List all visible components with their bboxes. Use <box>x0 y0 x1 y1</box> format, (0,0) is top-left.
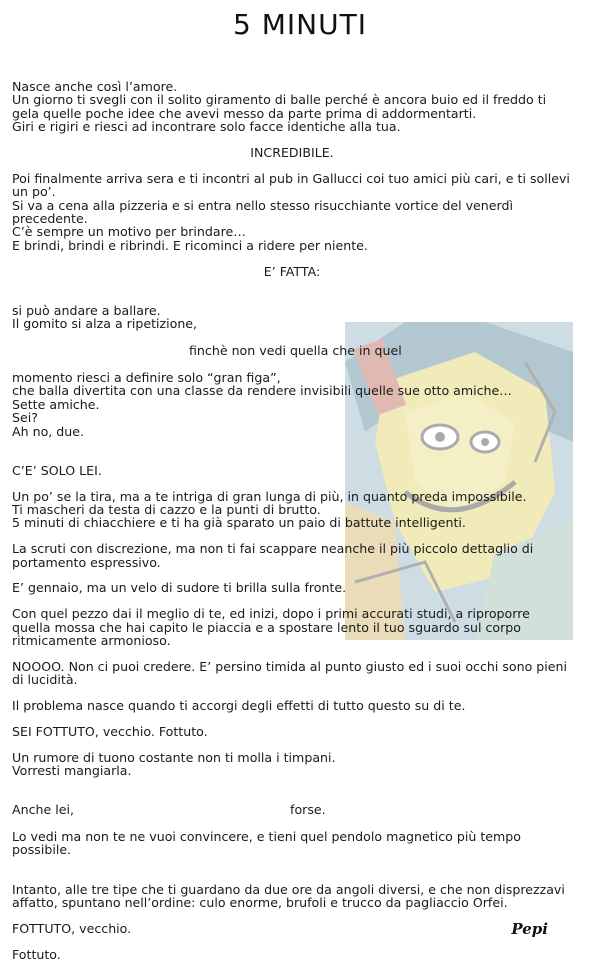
paragraph-line: Lo vedi ma non te ne vuoi convincere, e tieni quel pendolo magnetico più tempo possibile. <box>12 828 521 858</box>
paragraph-line: finchè non vedi quella che in quel <box>189 343 402 359</box>
section-heading: INCREDIBILE. <box>250 145 334 161</box>
paragraph: Un rumore di tuono costante non ti molla i timpani. Vorresti mangiarla. <box>12 749 336 778</box>
section-heading: E’ FATTA: <box>263 263 321 279</box>
paragraph: Intanto, alle tre tipe che ti guardano da due ore da angoli diversi, e che non disprezzavi affatto, spuntano nell’ordine: culo enorme, brufoli e trucco da pagliaccio Orfei. <box>12 881 565 910</box>
paragraph: NOOOO. Non ci puoi credere. E’ persino timida al punto giusto ed i suoi occhi sono pieni di lucidità. <box>12 658 568 688</box>
story-text <box>12 80 572 973</box>
paragraph-line: momento riesci a definire solo “gran figa”, che balla divertita con una classe da rendere invisibili quelle sue otto amiche… Sette amiche. Sei? Ah no, due. <box>12 369 512 439</box>
paragraph: C’E’ SOLO LEI. <box>12 462 102 478</box>
paragraph <box>12 290 572 451</box>
author-signature: Pepi <box>511 920 548 938</box>
paragraph <box>12 790 572 870</box>
paragraph-fragment: Anche lei, <box>12 802 75 818</box>
paragraph: Nasce anche così l’amore. Un giorno ti svegli con il solito giramento di balle perché è ancora buio ed il freddo ti gela quelle poche idee che avevi messo da parte prima di addormentarti. Giri e rigiri e riesci ad incontrare solo facce identiche alla tua. <box>12 79 547 135</box>
paragraph: Poi finalmente arriva sera e ti incontri al pub in Gallucci coi tuo amici più cari, e ti sollevi un po’. Si va a cena alla pizzeria e si entra nello stesso risucchiante vortice del venerdì precedente. C’è sempre un motivo per brindare… E brindi, brindi e ribrindi. E ricominci a ridere per niente. <box>12 170 570 253</box>
paragraph: Fottuto. <box>12 946 61 962</box>
paragraph: Il problema nasce quando ti accorgi degli effetti di tutto questo su di te. <box>12 697 466 713</box>
paragraph-fragment: forse. <box>290 802 326 818</box>
paragraph-line <box>12 803 572 816</box>
paragraph: FOTTUTO, vecchio. <box>12 920 132 936</box>
paragraph: E’ gennaio, ma un velo di sudore ti brilla sulla fronte. <box>12 580 347 596</box>
paragraph: La scruti con discrezione, ma non ti fai scappare neanche il più piccolo dettaglio di portamento espressivo. <box>12 541 534 570</box>
paragraph: Un po’ se la tira, ma a te intriga di gran lunga di più, in quanto preda impossibile. Ti mascheri da testa di cazzo e la punti di brutto. 5 minuti di chiacchiere e ti ha già sparato un paio di battute intelligenti. <box>12 488 527 531</box>
paragraph: SEI FOTTUTO, vecchio. Fottuto. <box>12 723 208 739</box>
page-title: 5 MINUTI <box>233 8 367 41</box>
paragraph: Con quel pezzo dai il meglio di te, ed inizi, dopo i primi accurati studi, a riproporre quella mossa che hai capito le piaccia e a spostare lento il tuo sguardo sul corpo ritmicamente armonioso. <box>12 606 530 648</box>
paragraph-line: si può andare a ballare. Il gomito si alza a ripetizione, <box>12 302 198 332</box>
